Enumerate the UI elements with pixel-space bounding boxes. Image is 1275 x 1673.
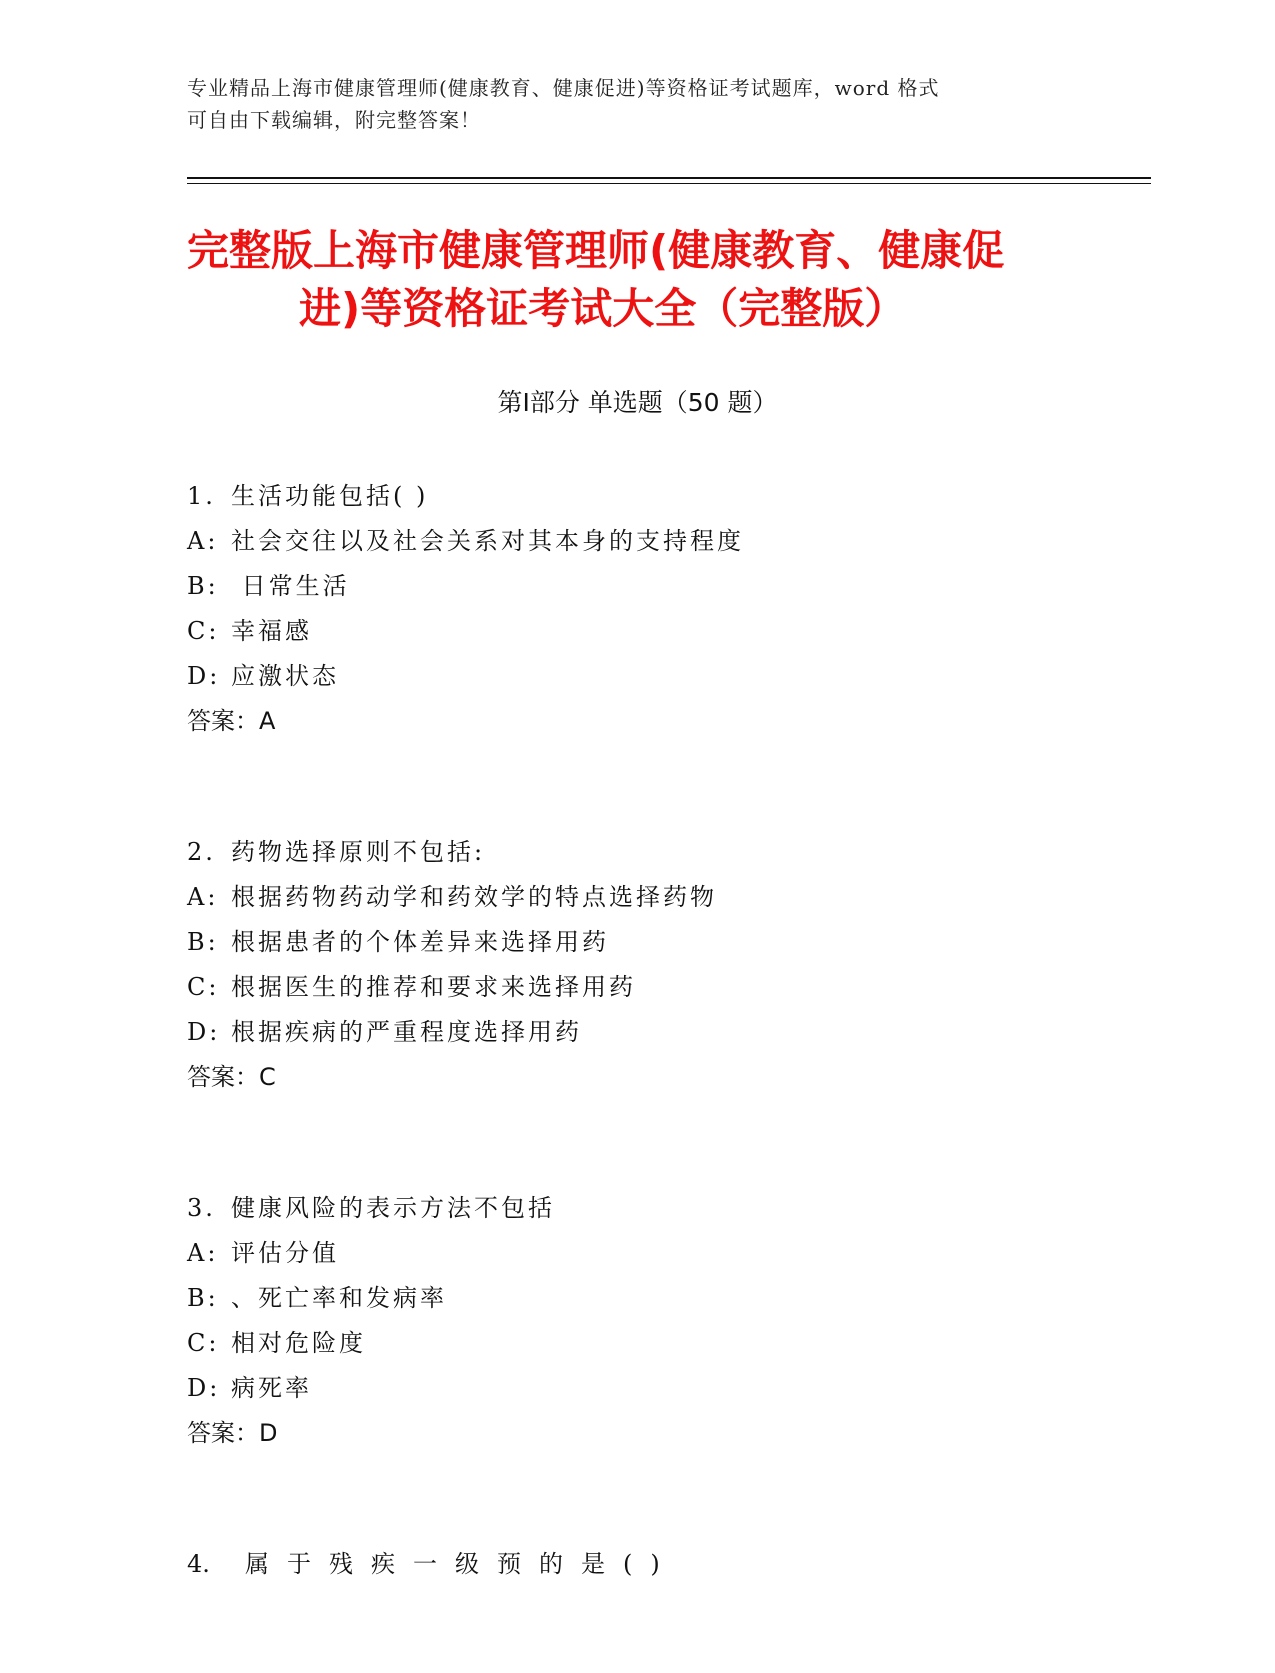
option-label: D:	[187, 662, 221, 690]
document-title	[187, 222, 1087, 338]
question-stem	[187, 830, 1087, 875]
question-text: 健康风险的表示方法不包括	[231, 1194, 555, 1222]
header-note-line-1: 专业精品上海市健康管理师(健康教育、健康促进)等资格证考试题库，word 格式	[187, 76, 940, 100]
section-heading: 第Ⅰ部分 单选题（50 题）	[497, 388, 778, 417]
option-a	[187, 875, 1087, 920]
option-label: D:	[187, 1374, 221, 1402]
question-4	[187, 1542, 1087, 1587]
question-stem	[187, 1542, 1087, 1587]
option-text: 根据医生的推荐和要求来选择用药	[231, 973, 636, 1001]
option-c	[187, 609, 1087, 654]
option-text: 评估分值	[231, 1239, 339, 1267]
question-number: 2.	[187, 838, 216, 866]
option-text: 、死亡率和发病率	[231, 1284, 447, 1312]
option-label: B:	[187, 1284, 219, 1312]
option-label: B:	[187, 928, 219, 956]
option-c	[187, 965, 1087, 1010]
answer-line: 答案：A	[187, 707, 276, 735]
option-text: 日常生活	[231, 572, 350, 600]
document-title-line-1: 完整版上海市健康管理师(健康教育、健康促	[187, 226, 1005, 275]
header-rule-thin	[187, 183, 1151, 184]
option-text: 相对危险度	[231, 1329, 366, 1357]
option-label: D:	[187, 1018, 221, 1046]
option-text: 根据药物药动学和药效学的特点选择药物	[231, 883, 717, 911]
question-stem	[187, 474, 1087, 519]
option-label: C:	[187, 617, 220, 645]
question-number: 4.	[187, 1550, 210, 1578]
option-label: A:	[187, 1239, 219, 1267]
option-label: C:	[187, 973, 220, 1001]
option-label: A:	[187, 883, 219, 911]
question-list	[187, 474, 1087, 1673]
option-label: B:	[187, 572, 219, 600]
option-b	[187, 564, 1087, 609]
header-rule-thick	[187, 177, 1151, 179]
option-b	[187, 1276, 1087, 1321]
option-label: A:	[187, 527, 219, 555]
question-text: 药物选择原则不包括:	[231, 838, 486, 866]
option-text: 应激状态	[231, 662, 339, 690]
question-text: 属于残疾一级预的是()	[245, 1550, 678, 1578]
question-text: 生活功能包括( )	[231, 482, 429, 510]
answer-line: 答案：D	[187, 1419, 278, 1447]
option-d	[187, 1010, 1087, 1055]
header-note	[187, 72, 1067, 136]
question-number: 3.	[187, 1194, 216, 1222]
option-b	[187, 920, 1087, 965]
option-a	[187, 519, 1087, 564]
option-text: 根据疾病的严重程度选择用药	[231, 1018, 582, 1046]
option-text: 病死率	[231, 1374, 312, 1402]
document-title-line-2: 进)等资格证考试大全（完整版）	[299, 284, 907, 333]
option-text: 社会交往以及社会关系对其本身的支持程度	[231, 527, 744, 555]
question-1	[187, 474, 1087, 744]
answer-line: 答案：C	[187, 1063, 276, 1091]
option-c	[187, 1321, 1087, 1366]
option-text: 幸福感	[231, 617, 312, 645]
option-d	[187, 654, 1087, 699]
option-text: 根据患者的个体差异来选择用药	[231, 928, 609, 956]
header-note-line-2: 可自由下载编辑，附完整答案！	[187, 108, 481, 132]
question-number: 1.	[187, 482, 216, 510]
option-a	[187, 1231, 1087, 1276]
question-3	[187, 1186, 1087, 1456]
option-d	[187, 1366, 1087, 1411]
option-label: C:	[187, 1329, 220, 1357]
question-2	[187, 830, 1087, 1100]
question-stem	[187, 1186, 1087, 1231]
